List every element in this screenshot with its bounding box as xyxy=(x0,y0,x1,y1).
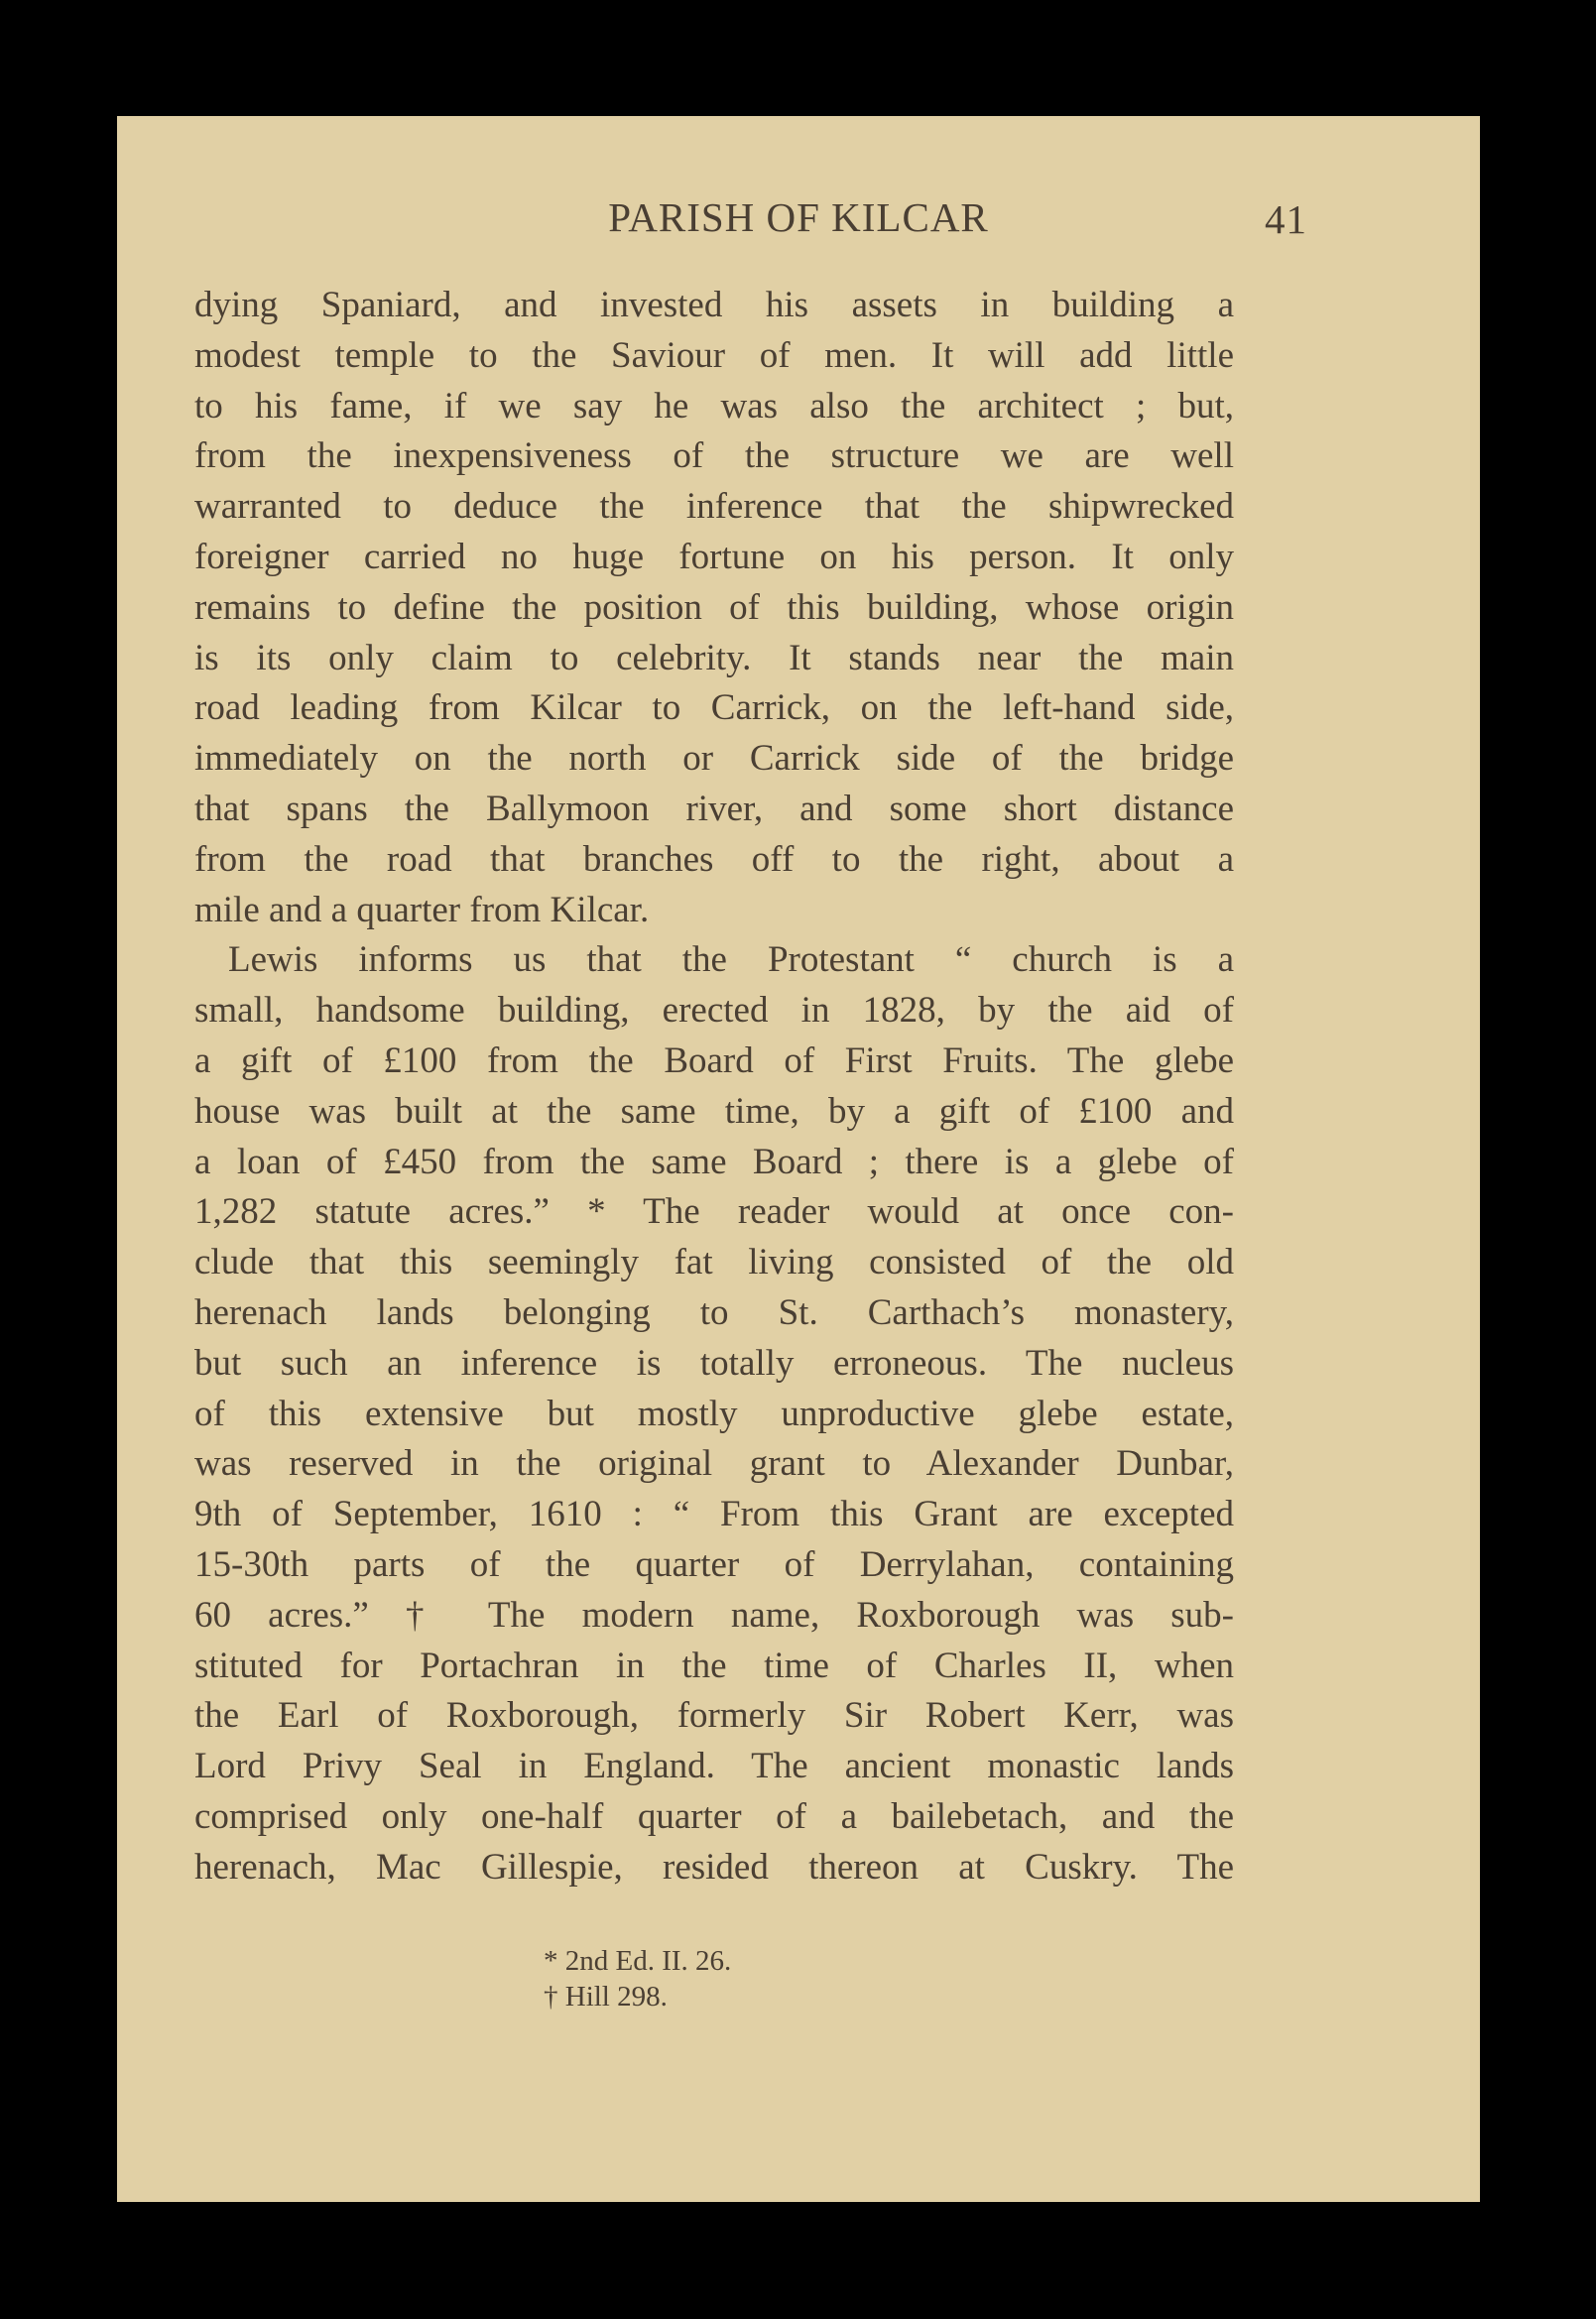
text-line: herenach, Mac Gillespie, resided thereon at Cuskry. The xyxy=(194,1846,1234,1888)
text-line: road leading from Kilcar to Carrick, on the left-hand side, xyxy=(194,687,1234,729)
text-line: herenach lands belonging to St. Carthach’s monastery, xyxy=(194,1291,1234,1333)
text-line: of this extensive but mostly unproductive glebe estate, xyxy=(194,1393,1234,1434)
text-line: modest temple to the Saviour of men. It will add little xyxy=(194,334,1234,376)
text-line: 15-30th parts of the quarter of Derrylahan, containing xyxy=(194,1543,1234,1585)
text-line: from the road that branches off to the right, about a xyxy=(194,838,1234,880)
running-title: PARISH OF KILCAR xyxy=(608,194,989,240)
text-line: from the inexpensiveness of the structure we are well xyxy=(194,435,1234,477)
text-line: Lord Privy Seal in England. The ancient monastic lands xyxy=(194,1746,1234,1787)
text-line: that spans the Ballymoon river, and some short distance xyxy=(194,788,1234,829)
text-line: a loan of £450 from the same Board ; there is a glebe of xyxy=(194,1141,1234,1182)
text-line: 60 acres.” † The modern name, Roxborough was sub- xyxy=(194,1594,1234,1636)
book-page xyxy=(117,116,1480,2202)
text-line: the Earl of Roxborough, formerly Sir Robert Kerr, was xyxy=(194,1695,1234,1737)
text-line: small, handsome building, erected in 1828, by the aid of xyxy=(194,990,1234,1032)
footnotes xyxy=(544,1943,731,2014)
text-line: a gift of £100 from the Board of First Fruits. The glebe xyxy=(194,1039,1234,1081)
text-line: stituted for Portachran in the time of Charles II, when xyxy=(194,1645,1234,1686)
page-header xyxy=(117,193,1480,253)
text-line: warranted to deduce the inference that the shipwrecked xyxy=(194,486,1234,528)
text-line: Lewis informs us that the Protestant “ church is a xyxy=(228,939,1234,981)
text-line: was reserved in the original grant to Alexander Dunbar, xyxy=(194,1443,1234,1485)
text-line: clude that this seemingly fat living consisted of the old xyxy=(194,1242,1234,1283)
text-line: immediately on the north or Carrick side of the bridge xyxy=(194,738,1234,780)
text-line: foreigner carried no huge fortune on his person. It only xyxy=(194,536,1234,577)
page-number: 41 xyxy=(1265,196,1307,242)
text-line: but such an inference is totally erroneous. The nucleus xyxy=(194,1342,1234,1384)
text-line: house was built at the same time, by a gift of £100 and xyxy=(194,1090,1234,1132)
footnote: † Hill 298. xyxy=(544,1981,668,2013)
body-text xyxy=(194,281,1234,1893)
text-line: remains to define the position of this building, whose origin xyxy=(194,586,1234,628)
text-line: mile and a quarter from Kilcar. xyxy=(194,889,650,930)
text-line: 9th of September, 1610 : “ From this Grant are excepted xyxy=(194,1494,1234,1535)
text-line: to his fame, if we say he was also the architect ; but, xyxy=(194,385,1234,427)
text-line: comprised only one-half quarter of a bailebetach, and the xyxy=(194,1795,1234,1837)
text-line: 1,282 statute acres.” * The reader would at once con- xyxy=(194,1191,1234,1233)
text-line: is its only claim to celebrity. It stands near the main xyxy=(194,637,1234,678)
footnote: * 2nd Ed. II. 26. xyxy=(544,1945,732,1977)
text-line: dying Spaniard, and invested his assets in building a xyxy=(194,285,1234,325)
